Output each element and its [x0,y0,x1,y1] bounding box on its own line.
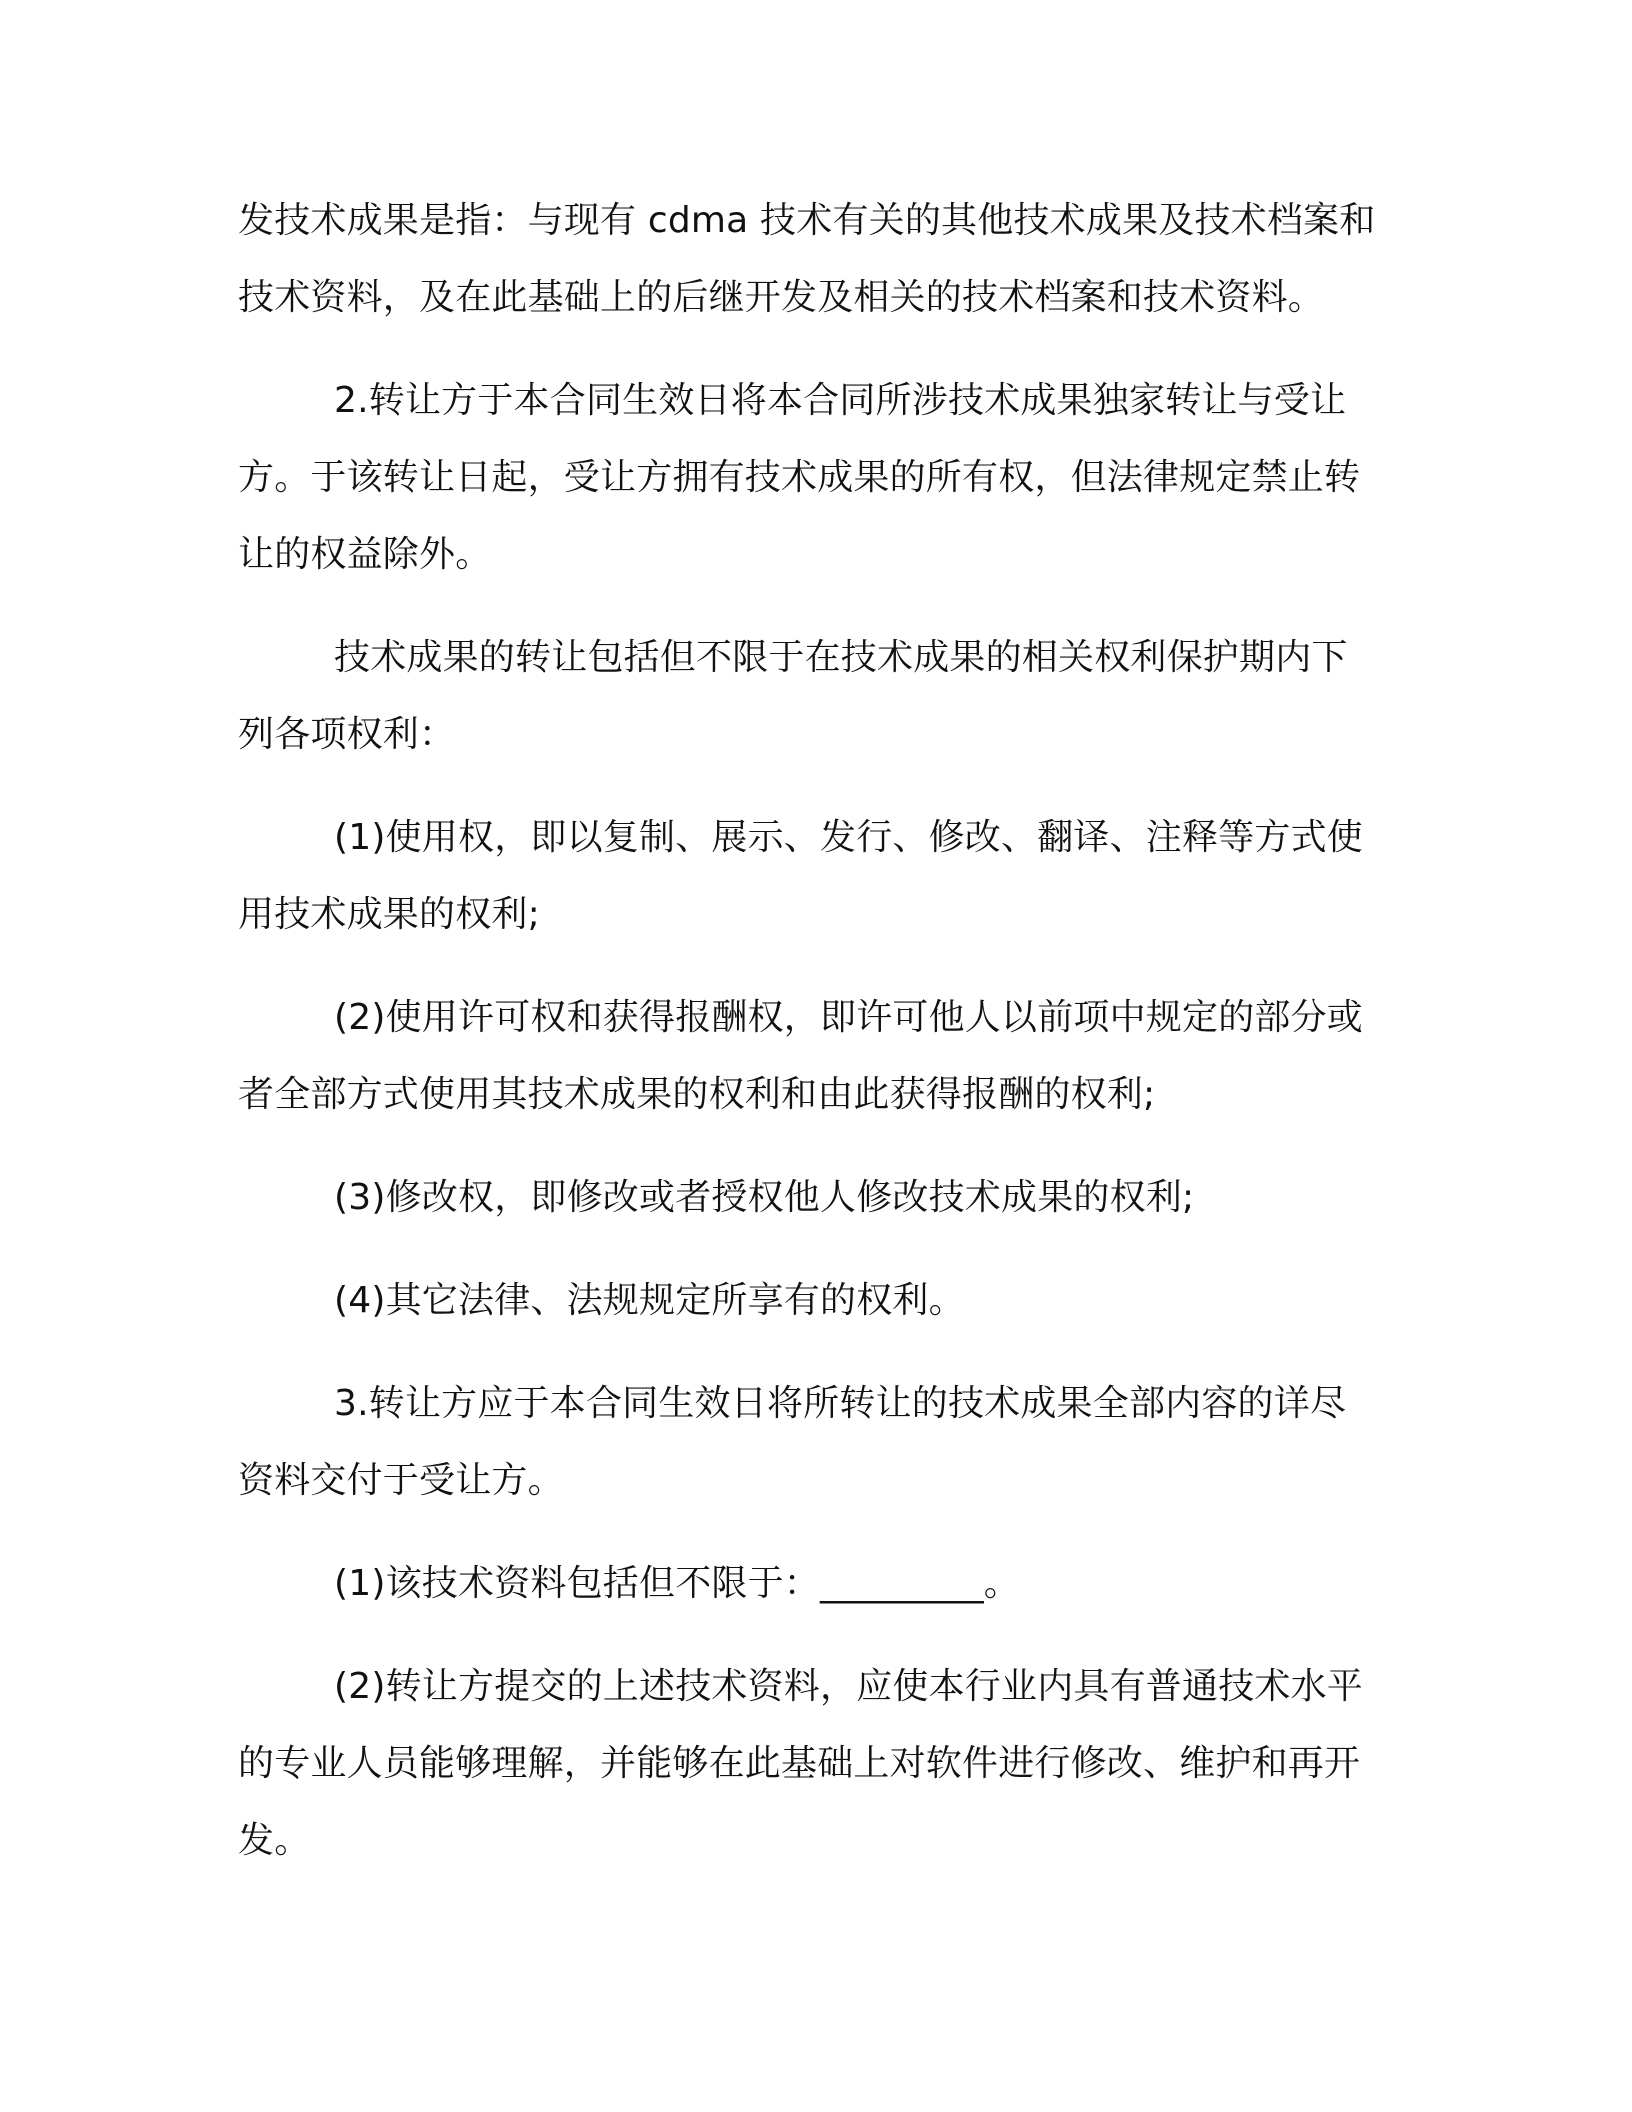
paragraph-right-4: (4)其它法律、法规规定所享有的权利。 [334,1280,965,1321]
paragraph-clause-2: 2.转让方于本合同生效日将本合同所涉技术成果独家转让与受让方。于该转让日起，受让方拥有技术成果的所有权，但法律规定禁止转让的权益除外。 [238,380,1361,575]
paragraph-right-1: (1)使用权，即以复制、展示、发行、修改、翻译、注释等方式使用技术成果的权利; [238,817,1363,935]
paragraph-materials-2: (2)转让方提交的上述技术资料，应使本行业内具有普通技术水平的专业人员能够理解，并能够在此基础上对软件进行修改、维护和再开发。 [238,1666,1363,1861]
paragraph-right-2: (2)使用许可权和获得报酬权，即许可他人以前项中规定的部分或者全部方式使用其技术成果的权利和由此获得报酬的权利; [238,997,1363,1115]
document-body [238,182,1378,1879]
paragraph-rights-intro: 技术成果的转让包括但不限于在技术成果的相关权利保护期内下列各项权利： [238,637,1348,755]
paragraph-right-3: (3)修改权，即修改或者授权他人修改技术成果的权利; [334,1177,1195,1218]
paragraph-materials-1: (1)该技术资料包括但不限于：_________。 [334,1563,1020,1604]
paragraph-clause-3: 3.转让方应于本合同生效日将所转让的技术成果全部内容的详尽资料交付于受让方。 [238,1383,1347,1501]
paragraph-continuation: 发技术成果是指：与现有 cdma 技术有关的其他技术成果及技术档案和技术资料，及在此基础上的后继开发及相关的技术档案和技术资料。 [238,200,1376,318]
